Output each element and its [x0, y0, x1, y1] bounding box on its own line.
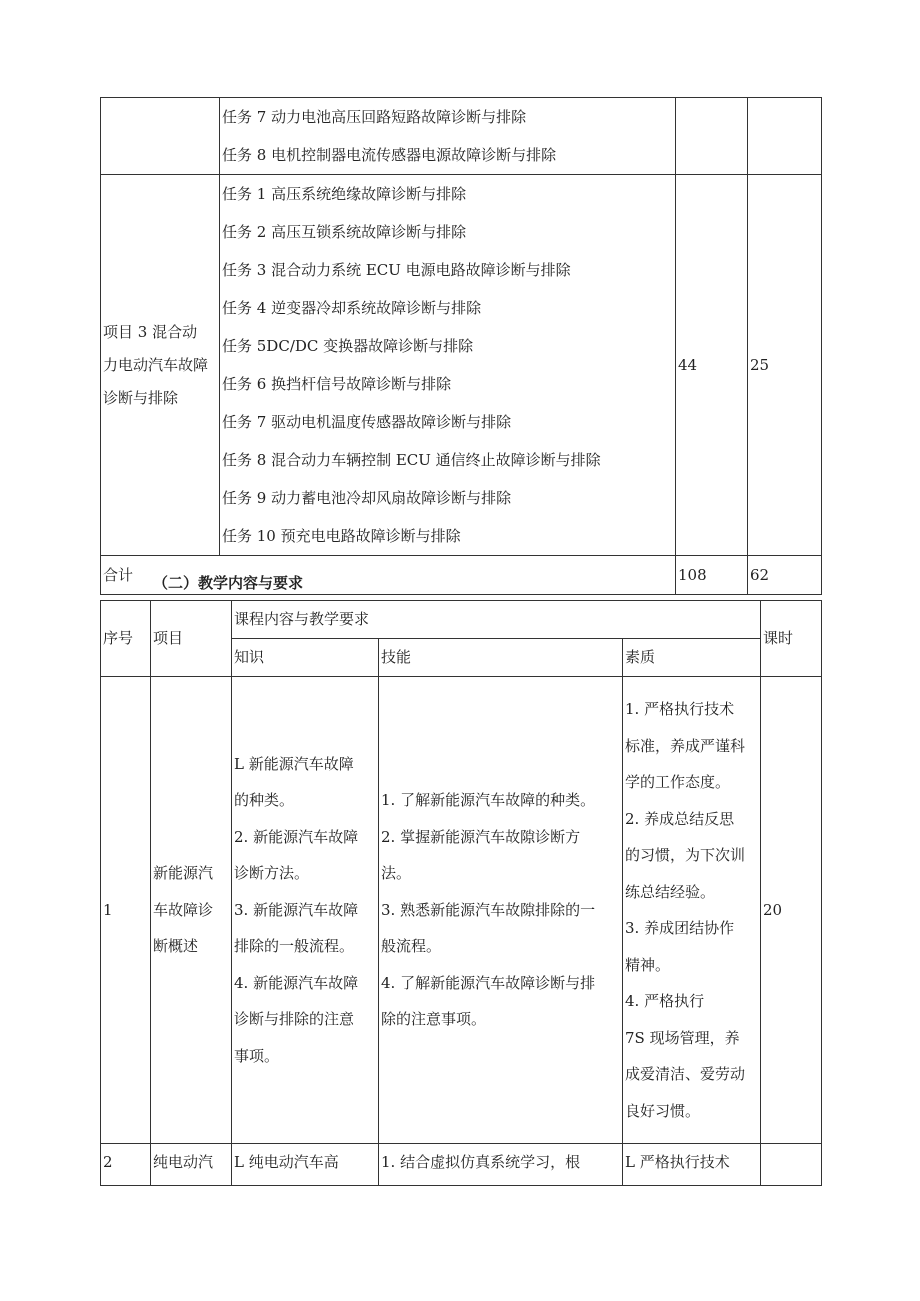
task-item: 任务 7 动力电池高压回路短路故障诊断与排除	[222, 108, 527, 126]
skill-line: 1. 了解新能源汽车故障的种类。	[381, 791, 596, 810]
knowledge-line: 排除的一般流程。	[234, 937, 355, 956]
header-skill: 技能	[379, 639, 623, 677]
table-row	[101, 175, 822, 556]
hours-total-cell: 108	[676, 556, 748, 595]
header-seq: 序号	[101, 601, 151, 677]
quality-line: 3. 养成团结协作	[625, 919, 735, 937]
task-item: 任务 6 换挡杆信号故障诊断与排除	[222, 375, 452, 393]
skill-line: 除的注意事项。	[381, 1010, 487, 1029]
project-line: 断概述	[153, 937, 199, 956]
task-list-cell	[220, 175, 676, 556]
project-name-line: 诊断与排除	[103, 388, 179, 407]
project-cell	[101, 175, 220, 556]
table-row	[101, 98, 822, 175]
skill-line: 2. 掌握新能源汽车故隙诊断方	[381, 827, 581, 846]
task-item: 任务 2 高压互锁系统故障诊断与排除	[222, 223, 467, 241]
header-hours: 课时	[761, 601, 822, 677]
project-line: 新能源汽	[153, 864, 214, 883]
section-heading: （二）教学内容与要求	[153, 574, 304, 592]
knowledge-line: L 新能源汽车故障	[234, 754, 354, 773]
hours-practice-cell: 62	[748, 556, 822, 595]
project-task-table	[100, 97, 822, 595]
teaching-content-table	[100, 600, 822, 1186]
hours-cell: 20	[761, 677, 822, 1144]
quality-line: 2. 养成总结反思	[625, 809, 735, 828]
skill-line: 般流程。	[381, 937, 442, 956]
task-item: 任务 4 逆变器冷却系统故障诊断与排除	[222, 299, 482, 317]
knowledge-line: 的种类。	[234, 791, 295, 810]
quality-line: 7S 现场管理，养	[625, 1028, 740, 1047]
hours-total-cell	[676, 98, 748, 175]
hours-cell	[761, 1144, 822, 1186]
quality-line: 精神。	[625, 955, 671, 974]
task-item: 任务 8 混合动力车辆控制 ECU 通信终止故障诊断与排除	[222, 451, 601, 469]
quality-line: 的习惯，为下次训	[625, 846, 746, 864]
quality-line: 标准，养成严谨科	[625, 736, 746, 755]
task-item: 任务 10 预充电电路故障诊断与排除	[222, 527, 461, 545]
task-item: 任务 9 动力蓄电池冷却风扇故障诊断与排除	[222, 489, 512, 507]
knowledge-line: 诊断与排除的注意	[234, 1010, 355, 1029]
table-row	[101, 677, 822, 1144]
table-row	[101, 1144, 822, 1186]
project-cell: 纯电动汽	[151, 1144, 232, 1186]
project-name-line: 力电动汽车故障	[103, 355, 209, 374]
knowledge-line: 3. 新能源汽车故障	[234, 900, 359, 919]
quality-cell	[623, 677, 761, 1144]
quality-line: 成爱清洁、爱劳动	[625, 1065, 746, 1083]
knowledge-line: 2. 新能源汽车故障	[234, 827, 359, 846]
project-name-line: 项目 3 混合动	[103, 322, 198, 341]
skill-cell	[379, 677, 623, 1144]
header-project: 项目	[151, 601, 232, 677]
knowledge-line: 事项。	[234, 1046, 280, 1065]
quality-line: 学的工作态度。	[625, 773, 731, 791]
quality-line: 4. 严格执行	[625, 992, 705, 1010]
task-item: 任务 8 电机控制器电流传感器电源故障诊断与排除	[222, 146, 557, 164]
quality-cell: L 严格执行技术	[623, 1144, 761, 1186]
knowledge-line: 诊断方法。	[234, 864, 310, 883]
task-item: 任务 3 混合动力系统 ECU 电源电路故障诊断与排除	[222, 261, 571, 279]
project-cell	[101, 98, 220, 175]
project-cell	[151, 677, 232, 1144]
hours-practice-cell	[748, 98, 822, 175]
quality-line: 良好习惯。	[625, 1101, 701, 1120]
task-list-cell	[220, 98, 676, 175]
task-item: 任务 5DC/DC 变换器故障诊断与排除	[222, 337, 474, 355]
knowledge-cell: L 纯电动汽车高	[232, 1144, 379, 1186]
header-content: 课程内容与教学要求	[232, 601, 761, 639]
total-label-cell: 合计	[101, 556, 676, 595]
knowledge-line: 4. 新能源汽车故障	[234, 973, 359, 992]
seq-cell: 2	[101, 1144, 151, 1186]
quality-line: 练总结经验。	[625, 882, 716, 901]
header-quality: 素质	[623, 639, 761, 677]
skill-line: 4. 了解新能源汽车故障诊断与排	[381, 973, 596, 992]
skill-line: 3. 熟悉新能源汽车故隙排除的一	[381, 900, 596, 919]
skill-cell: 1. 结合虚拟仿真系统学习，根	[379, 1144, 623, 1186]
hours-practice-cell: 25	[748, 175, 822, 556]
header-knowledge: 知识	[232, 639, 379, 677]
skill-line: 法。	[381, 864, 412, 883]
hours-total-cell: 44	[676, 175, 748, 556]
seq-cell: 1	[101, 677, 151, 1144]
table-header-row	[101, 601, 822, 639]
quality-line: 1. 严格执行技术	[625, 700, 735, 718]
task-item: 任务 7 驱动电机温度传感器故障诊断与排除	[222, 413, 512, 431]
task-item: 任务 1 高压系统绝缘故障诊断与排除	[222, 185, 467, 203]
knowledge-cell	[232, 677, 379, 1144]
project-line: 车故障诊	[153, 900, 214, 919]
